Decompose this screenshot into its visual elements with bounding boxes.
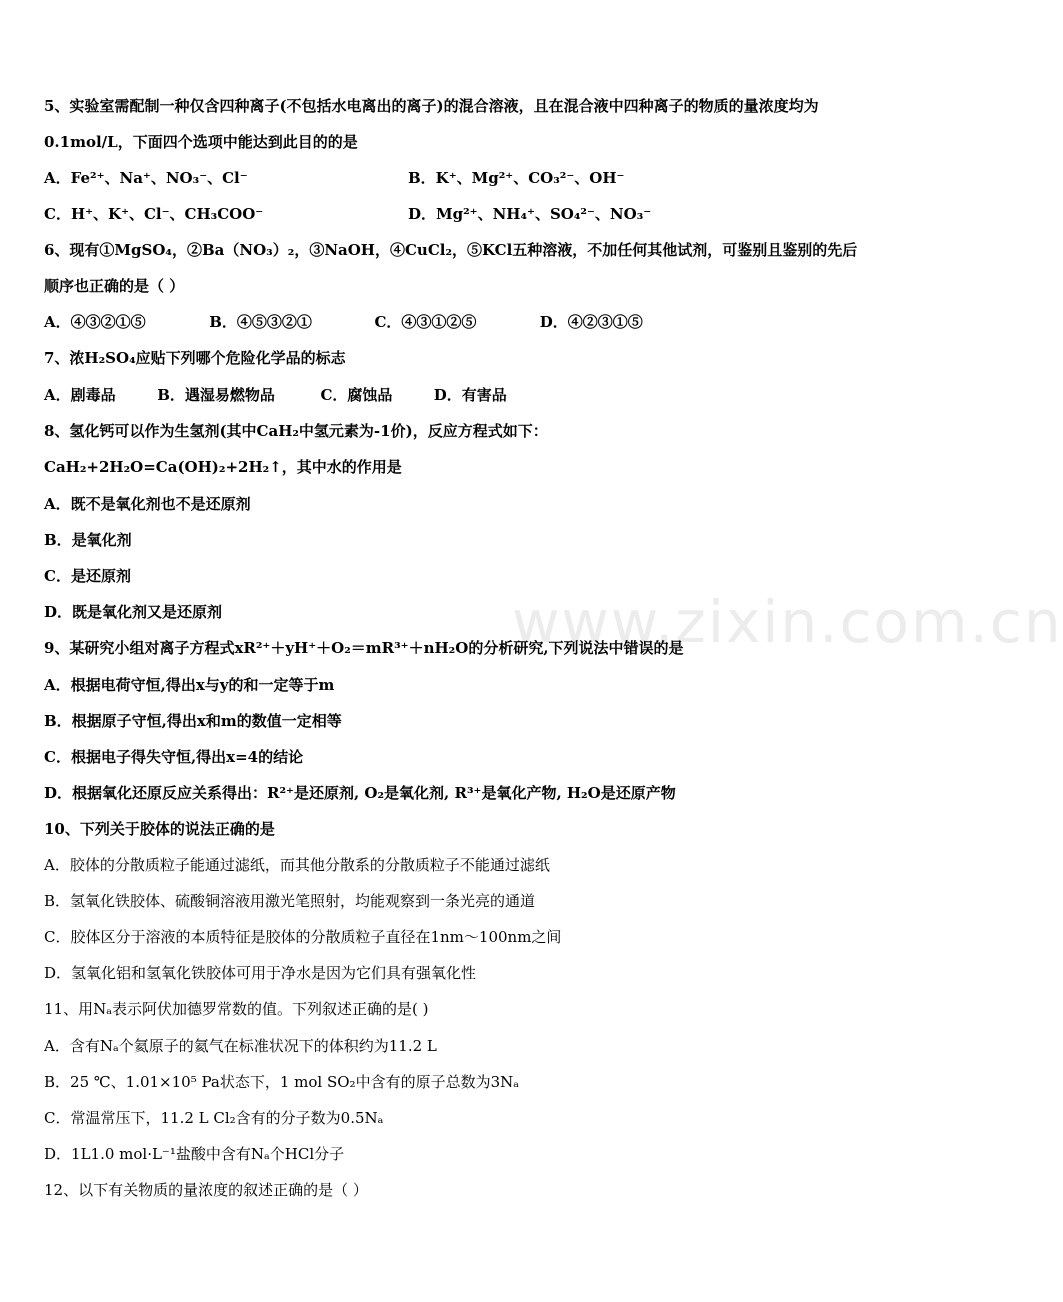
q9-option-a: A．根据电荷守恒,得出x与y的和一定等于m [44,676,335,694]
q6-stem-line2: 顺序也正确的是（ ） [44,277,185,295]
watermark: www.zixin.com.cn [512,588,1063,656]
q5-stem-line2: 0.1mol/L，下面四个选项中能达到此目的的是 [44,133,358,151]
q6-option-a: A．④③②①⑤ [44,313,146,331]
q7-options [44,385,507,405]
q10-option-a: A．胶体的分散质粒子能通过滤纸，而其他分散系的分散质粒子不能通过滤纸 [44,856,550,874]
q11-stem: 11、用Nₐ表示阿伏加德罗常数的值。下列叙述正确的是( ) [44,1000,429,1018]
q10-option-d: D．氢氧化铝和氢氧化铁胶体可用于净水是因为它们具有强氧化性 [44,964,477,982]
q12-stem: 12、以下有关物质的量浓度的叙述正确的是（ ） [44,1181,368,1199]
q7-option-a: A．剧毒品 [44,386,116,404]
q9-option-b: B．根据原子守恒,得出x和m的数值一定相等 [44,712,342,730]
q5-option-c: C．H⁺、K⁺、Cl⁻、CH₃COO⁻ [44,205,264,223]
q11-option-b: B．25 ℃、1.01×10⁵ Pa状态下，1 mol SO₂中含有的原子总数为3Nₐ [44,1073,520,1091]
q8-option-c: C．是还原剂 [44,567,131,585]
q8-option-b: B．是氧化剂 [44,531,132,549]
q10-option-c: C．胶体区分于溶液的本质特征是胶体的分散质粒子直径在1nm～100nm之间 [44,928,562,946]
q11-option-a: A．含有Nₐ个氦原子的氦气在标准状况下的体积约为11.2 L [44,1037,437,1055]
q5-stem-line1: 5、实验室需配制一种仅含四种离子(不包括水电离出的离子)的混合溶液，且在混合液中四种离子的物质的量浓度均为 [44,97,819,115]
q11-option-d: D．1L1.0 mol·L⁻¹盐酸中含有Nₐ个HCl分子 [44,1145,345,1163]
q9-option-d: D．根据氧化还原反应关系得出：R²⁺是还原剂, O₂是氧化剂, R³⁺是氧化产物, H₂O是还原产物 [44,784,676,802]
q7-stem: 7、浓H₂SO₄应贴下列哪个危险化学品的标志 [44,349,346,367]
q8-stem-line2: CaH₂+2H₂O=Ca(OH)₂+2H₂↑，其中水的作用是 [44,458,402,476]
q10-option-b: B．氢氧化铁胶体、硫酸铜溶液用激光笔照射，均能观察到一条光亮的通道 [44,892,536,910]
q5-options-row2 [44,204,874,224]
q8-option-d: D．既是氧化剂又是还原剂 [44,603,223,621]
q7-option-d: D．有害品 [433,386,507,404]
q11-option-c: C．常温常压下，11.2 L Cl₂含有的分子数为0.5Nₐ [44,1109,384,1127]
q6-stem-line1: 6、现有①MgSO₄，②Ba（NO₃）₂，③NaOH，④CuCl₂，⑤KCl五种溶液，不加任何其他试剂，可鉴别且鉴别的先后 [44,241,858,259]
q10-stem: 10、下列关于胶体的说法正确的是 [44,820,275,838]
q9-option-c: C．根据电子得失守恒,得出x=4的结论 [44,748,304,766]
q9-stem: 9、某研究小组对离子方程式xR²⁺＋yH⁺＋O₂＝mR³⁺＋nH₂O的分析研究,下列说法中错误的是 [44,639,684,657]
q8-stem-line1: 8、氢化钙可以作为生氢剂(其中CaH₂中氢元素为-1价)，反应方程式如下： [44,422,548,440]
q7-option-b: B．遇湿易燃物品 [157,386,275,404]
q5-options-row1 [44,168,874,188]
q7-option-c: C．腐蚀品 [320,386,393,404]
q8-option-a: A．既不是氧化剂也不是还原剂 [44,495,251,513]
q6-option-b: B．④⑤③②① [209,313,312,331]
q5-option-b: B．K⁺、Mg²⁺、CO₃²⁻、OH⁻ [408,169,625,187]
q5-option-d: D．Mg²⁺、NH₄⁺、SO₄²⁻、NO₃⁻ [408,205,652,223]
q6-option-c: C．④③①②⑤ [374,313,477,331]
q6-option-d: D．④②③①⑤ [539,313,643,331]
q6-options [44,312,643,332]
q5-option-a: A．Fe²⁺、Na⁺、NO₃⁻、Cl⁻ [44,169,248,187]
